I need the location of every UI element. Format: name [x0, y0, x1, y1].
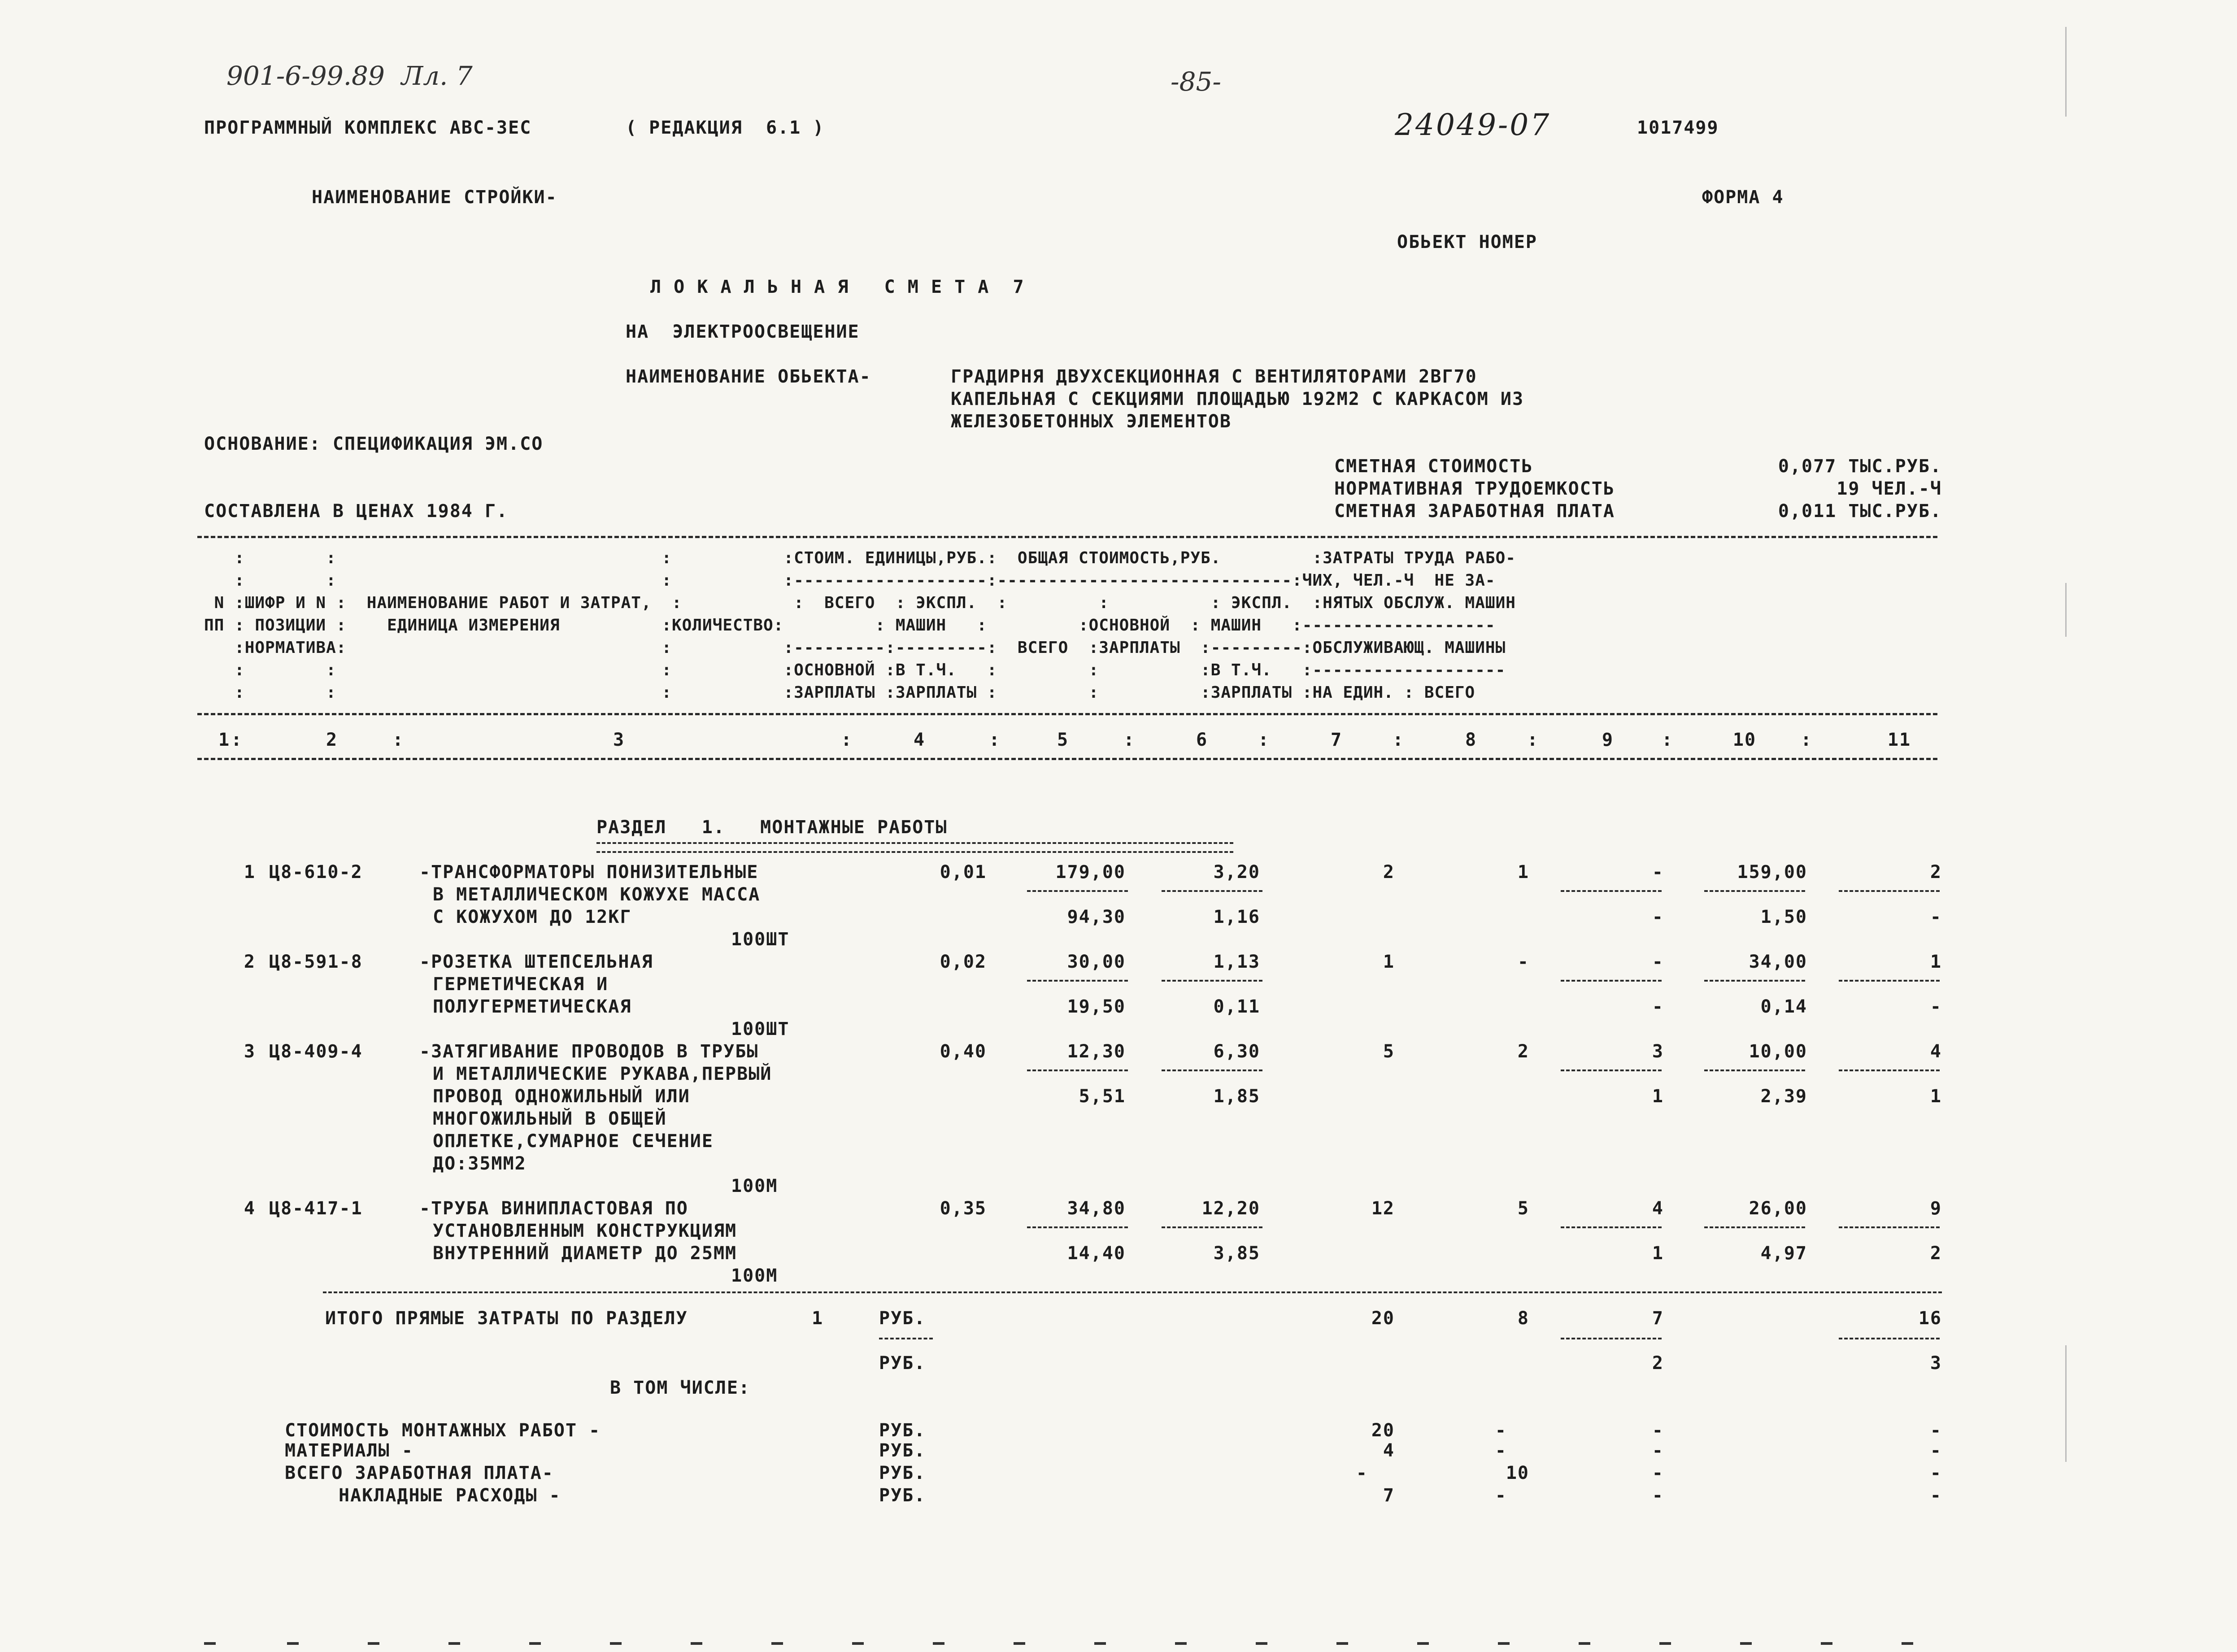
machine-wages: 1 — [1652, 1086, 1664, 1107]
sub-rule — [1027, 890, 1128, 892]
total-base-wages: 8 — [1517, 1308, 1529, 1329]
sub-rule — [1027, 1069, 1128, 1071]
unit-cost-machines: 3,20 — [1213, 862, 1260, 883]
table-header-line: N :ШИФР И N : НАИМЕНОВАНИЕ РАБОТ И ЗАТРАТ, : : ВСЕГО : ЭКСПЛ. : : : ЭКСПЛ. :НЯТЫХ ОБСЛУЖ. МАШИН — [204, 594, 1516, 612]
work-description-line: ГЕРМЕТИЧЕСКАЯ И — [433, 974, 609, 995]
column-number: 1 — [218, 730, 231, 750]
work-description-line: ВНУТРЕННИЙ ДИАМЕТР ДО 25ММ — [433, 1243, 737, 1264]
base-wages: - — [1517, 952, 1529, 972]
breakdown-label: НАКЛАДНЫЕ РАСХОДЫ - — [339, 1485, 561, 1506]
service-labor-total: - — [1930, 907, 1942, 927]
estimate-subject: НА ЭЛЕКТРООСВЕЩЕНИЕ — [626, 322, 860, 342]
sub-rule — [1839, 1226, 1940, 1228]
labor-per-unit: 34,00 — [1749, 952, 1807, 972]
work-description-line: ОПЛЕТКЕ,СУМАРНОЕ СЕЧЕНИЕ — [433, 1131, 714, 1152]
column-separators: : — [1801, 730, 1813, 750]
summary-label-labor: НОРМАТИВНАЯ ТРУДОЕМКОСТЬ — [1334, 478, 1615, 499]
construction-label: НАИМЕНОВАНИЕ СТРОЙКИ- — [312, 187, 557, 208]
labor-per-unit: 26,00 — [1749, 1198, 1807, 1219]
bdash — [1740, 1642, 1752, 1645]
object-line-3: ЖЕЛЕЗОБЕТОННЫХ ЭЛЕМЕНТОВ — [951, 411, 1232, 432]
work-description-line: В МЕТАЛЛИЧЕСКОМ КОЖУХЕ МАССА — [433, 884, 761, 905]
sub-rule — [1561, 980, 1662, 982]
sub-rule — [1561, 1069, 1662, 1071]
work-description-line: МНОГОЖИЛЬНЫЙ В ОБЩЕЙ — [433, 1109, 667, 1129]
machine-operation: - — [1652, 952, 1664, 972]
breakdown-machines: - — [1652, 1463, 1664, 1483]
total-labor: 16 — [1918, 1308, 1942, 1329]
bdash — [287, 1642, 299, 1645]
bdash — [1417, 1642, 1429, 1645]
table-header-line: : : : :-------------------:-----------------------------:ЧИХ, ЧЕЛ.-Ч НЕ ЗА- — [204, 571, 1496, 590]
work-description-line: -ТРУБА ВИНИПЛАСТОВАЯ ПО — [419, 1198, 688, 1219]
bdash — [204, 1642, 216, 1645]
summary-label-wages: СМЕТНАЯ ЗАРАБОТНАЯ ПЛАТА — [1334, 501, 1615, 522]
object-label: НАИМЕНОВАНИЕ ОБЬЕКТА- — [626, 366, 871, 387]
column-separators: : — [1393, 730, 1405, 750]
total-cost: 1 — [1383, 952, 1395, 972]
row-number: 4 — [244, 1198, 256, 1219]
breakdown-wages: - — [1495, 1485, 1507, 1506]
bdash — [1094, 1642, 1106, 1645]
bdash — [1175, 1642, 1187, 1645]
work-description-line: ПОЛУГЕРМЕТИЧЕСКАЯ — [433, 996, 632, 1017]
unit-cost-machines: 6,30 — [1213, 1041, 1260, 1062]
column-number: 9 — [1602, 730, 1614, 750]
column-number: 8 — [1465, 730, 1477, 750]
service-labor-per-unit: 2,39 — [1760, 1086, 1807, 1107]
work-description-line: ДО:35ММ2 — [433, 1153, 527, 1174]
scan-edge-mark — [2065, 27, 2067, 117]
breakdown-labor: - — [1930, 1420, 1942, 1441]
norm-code: Ц8-610-2 — [269, 862, 363, 883]
sub-rule — [1162, 1069, 1262, 1071]
basis: ОСНОВАНИЕ: СПЕЦИФИКАЦИЯ ЭМ.СО — [204, 434, 544, 454]
sub-rule — [1839, 1338, 1940, 1339]
unit-cost-machines: 1,13 — [1213, 952, 1260, 972]
labor-total: 1 — [1930, 952, 1942, 972]
bdash — [691, 1642, 702, 1645]
summary-value-cost: 0,077 ТЫС.РУБ. — [1778, 456, 1942, 477]
bdash — [852, 1642, 864, 1645]
bdash — [1014, 1642, 1025, 1645]
breakdown-label: ВСЕГО ЗАРАБОТНАЯ ПЛАТА- — [285, 1463, 554, 1483]
column-separators: : — [1527, 730, 1539, 750]
breakdown-machines: - — [1652, 1420, 1664, 1441]
section-title: РАЗДЕЛ 1. МОНТАЖНЫЕ РАБОТЫ — [596, 817, 948, 838]
norm-code: Ц8-591-8 — [269, 952, 363, 972]
sub-rule — [1704, 1226, 1805, 1228]
sub-rule — [1704, 1069, 1805, 1071]
handwritten-archive-number: 24049-07 — [1395, 108, 1551, 142]
summary-value-labor: 19 ЧЕЛ.-Ч — [1837, 478, 1942, 499]
bdash — [1821, 1642, 1832, 1645]
service-labor-total: 2 — [1930, 1243, 1942, 1264]
bdash — [610, 1642, 622, 1645]
total-cost: 2 — [1383, 862, 1395, 883]
column-number: 7 — [1330, 730, 1343, 750]
handwritten-page-number: -85- — [1171, 66, 1221, 97]
including-label: В ТОМ ЧИСЛЕ: — [610, 1378, 750, 1398]
norm-code: Ц8-409-4 — [269, 1041, 363, 1062]
sub-rule — [1561, 890, 1662, 892]
machine-operation: 4 — [1652, 1198, 1664, 1219]
program-name: ПРОГРАММНЫЙ КОМПЛЕКС АВС-3ЕС — [204, 117, 532, 138]
handwritten-doc-reference: 901-6-99.89 Лл. 7 — [226, 61, 473, 91]
unit-cost-total: 34,80 — [1067, 1198, 1126, 1219]
sub-rule — [1839, 890, 1940, 892]
norm-code: Ц8-417-1 — [269, 1198, 363, 1219]
labor-per-unit: 159,00 — [1737, 862, 1807, 883]
base-wages: 1 — [1517, 862, 1529, 883]
breakdown-machines: - — [1652, 1485, 1664, 1506]
breakdown-machines: - — [1652, 1440, 1664, 1461]
unit-cost-total: 12,30 — [1067, 1041, 1126, 1062]
breakdown-cost: 4 — [1383, 1440, 1395, 1461]
summary-label-cost: СМЕТНАЯ СТОИМОСТЬ — [1334, 456, 1533, 477]
breakdown-cost: 7 — [1383, 1485, 1395, 1506]
total-label: ИТОГО ПРЯМЫЕ ЗАТРАТЫ ПО РАЗДЕЛУ — [325, 1308, 688, 1329]
unit-cost-total: 179,00 — [1055, 862, 1126, 883]
sub-rule — [1561, 1226, 1662, 1228]
work-description-line: ПРОВОД ОДНОЖИЛЬНЫЙ ИЛИ — [433, 1086, 690, 1107]
unit-base-wages: 14,40 — [1067, 1243, 1126, 1264]
breakdown-unit: РУБ. — [879, 1463, 926, 1483]
machine-operation: - — [1652, 862, 1664, 883]
breakdown-unit: РУБ. — [879, 1485, 926, 1506]
labor-per-unit: 10,00 — [1749, 1041, 1807, 1062]
breakdown-cost: 20 — [1371, 1420, 1395, 1441]
object-number-label: ОБЬЕКТ НОМЕР — [1397, 232, 1537, 252]
sub-rule — [1839, 980, 1940, 982]
unit-machine-wages: 0,11 — [1213, 996, 1260, 1017]
bdash — [933, 1642, 944, 1645]
sub-rule — [1162, 980, 1262, 982]
service-labor-per-unit: 0,14 — [1760, 996, 1807, 1017]
total-cost: 12 — [1371, 1198, 1395, 1219]
machine-wages: 1 — [1652, 1243, 1664, 1264]
sub-rule — [1704, 980, 1805, 982]
breakdown-labor: - — [1930, 1485, 1942, 1506]
labor-total: 2 — [1930, 862, 1942, 883]
column-number: 3 — [613, 730, 625, 750]
column-numbers-bottom-rule — [197, 758, 1937, 762]
unit-base-wages: 94,30 — [1067, 907, 1126, 927]
row-number: 1 — [244, 862, 256, 883]
column-number: 11 — [1887, 730, 1911, 750]
quantity: 0,01 — [940, 862, 987, 883]
breakdown-label: МАТЕРИАЛЫ - — [285, 1440, 413, 1461]
document-code: 1017499 — [1637, 117, 1719, 138]
service-labor-total: 1 — [1930, 1086, 1942, 1107]
breakdown-cost: - — [1356, 1463, 1368, 1483]
unit-base-wages: 19,50 — [1067, 996, 1126, 1017]
bdash — [368, 1642, 379, 1645]
quantity: 0,40 — [940, 1041, 987, 1062]
table-header-line: : : : :ОСНОВНОЙ :В Т.Ч. : : :В Т.Ч. :------------------- — [204, 661, 1506, 679]
unit-of-measure: 100М — [731, 1176, 778, 1196]
quantity: 0,35 — [940, 1198, 987, 1219]
unit-machine-wages: 1,16 — [1213, 907, 1260, 927]
work-description-line: -ТРАНСФОРМАТОРЫ ПОНИЗИТЕЛЬНЫЕ — [419, 862, 759, 883]
unit-of-measure: 100ШТ — [731, 929, 790, 950]
total-section-number: 1 — [812, 1308, 824, 1329]
column-number: 4 — [913, 730, 926, 750]
base-wages: 2 — [1517, 1041, 1529, 1062]
totals-rule — [323, 1291, 1942, 1293]
unit-cost-total: 30,00 — [1067, 952, 1126, 972]
unit-machine-wages: 1,85 — [1213, 1086, 1260, 1107]
work-description-line: -РОЗЕТКА ШТЕПСЕЛЬНАЯ — [419, 952, 653, 972]
bdash — [529, 1642, 541, 1645]
bdash — [1336, 1642, 1348, 1645]
table-header-line: : : : :СТОИМ. ЕДИНИЦЫ,РУБ.: ОБЩАЯ СТОИМОСТЬ,РУБ. :ЗАТРАТЫ ТРУДА РАБО- — [204, 549, 1516, 567]
total-unit-2: РУБ. — [879, 1353, 926, 1374]
scan-edge-mark — [2065, 583, 2067, 637]
breakdown-wages: 10 — [1506, 1463, 1529, 1483]
unit-of-measure: 100М — [731, 1265, 778, 1286]
bdash — [1256, 1642, 1267, 1645]
object-line-2: КАПЕЛЬНАЯ С СЕКЦИЯМИ ПЛОЩАДЬЮ 192М2 С КАРКАСОМ ИЗ — [951, 389, 1524, 409]
service-labor-per-unit: 4,97 — [1760, 1243, 1807, 1264]
total-service-labor: 3 — [1930, 1353, 1942, 1374]
unit-of-measure: 100ШТ — [731, 1019, 790, 1039]
base-wages: 5 — [1517, 1198, 1529, 1219]
machine-wages: - — [1652, 996, 1664, 1017]
column-number: 2 — [326, 730, 338, 750]
column-separators: : — [841, 730, 853, 750]
breakdown-wages: - — [1495, 1440, 1507, 1461]
table-header-line: ПП : ПОЗИЦИИ : ЕДИНИЦА ИЗМЕРЕНИЯ :КОЛИЧЕСТВО: : МАШИН : :ОСНОВНОЙ : МАШИН :------------------- — [204, 616, 1496, 635]
quantity: 0,02 — [940, 952, 987, 972]
total-machine-operation: 7 — [1652, 1308, 1664, 1329]
summary-value-wages: 0,011 ТЫС.РУБ. — [1778, 501, 1942, 522]
labor-total: 4 — [1930, 1041, 1942, 1062]
sub-rule — [1027, 1226, 1128, 1228]
machine-operation: 3 — [1652, 1041, 1664, 1062]
column-separators: : — [231, 730, 243, 750]
work-description-line: С КОЖУХОМ ДО 12КГ — [433, 907, 632, 927]
breakdown-unit: РУБ. — [879, 1420, 926, 1441]
column-number: 6 — [1196, 730, 1208, 750]
unit-cost-machines: 12,20 — [1201, 1198, 1260, 1219]
bdash — [1902, 1642, 1913, 1645]
header-bottom-rule — [197, 713, 1937, 717]
sub-rule — [1027, 980, 1128, 982]
breakdown-unit: РУБ. — [879, 1440, 926, 1461]
price-basis: СОСТАВЛЕНА В ЦЕНАХ 1984 Г. — [204, 501, 509, 522]
breakdown-labor: - — [1930, 1440, 1942, 1461]
form-number: ФОРМА 4 — [1702, 187, 1784, 208]
column-number: 10 — [1732, 730, 1757, 750]
bdash — [1498, 1642, 1510, 1645]
breakdown-label: СТОИМОСТЬ МОНТАЖНЫХ РАБОТ - — [285, 1420, 601, 1441]
unit-machine-wages: 3,85 — [1213, 1243, 1260, 1264]
total-machine-wages: 2 — [1652, 1353, 1664, 1374]
breakdown-labor: - — [1930, 1463, 1942, 1483]
edition: ( РЕДАКЦИЯ 6.1 ) — [626, 117, 825, 138]
sub-rule — [1704, 890, 1805, 892]
sub-rule — [1561, 1338, 1662, 1339]
sub-rule — [1162, 1226, 1262, 1228]
total-cost: 20 — [1371, 1308, 1395, 1329]
sub-rule — [1162, 890, 1262, 892]
service-labor-total: - — [1930, 996, 1942, 1017]
sub-rule — [1839, 1069, 1940, 1071]
column-number: 5 — [1057, 730, 1069, 750]
table-top-rule — [197, 536, 1937, 540]
column-separators: : — [1123, 730, 1136, 750]
labor-total: 9 — [1930, 1198, 1942, 1219]
row-number: 2 — [244, 952, 256, 972]
page-title: Л О К А Л Ь Н А Я С М Е Т А 7 — [650, 277, 1025, 297]
work-description-line: -ЗАТЯГИВАНИЕ ПРОВОДОВ В ТРУБЫ — [419, 1041, 759, 1062]
service-labor-per-unit: 1,50 — [1760, 907, 1807, 927]
object-line-1: ГРАДИРНЯ ДВУХСЕКЦИОННАЯ С ВЕНТИЛЯТОРАМИ 2ВГ70 — [951, 366, 1477, 387]
row-number: 3 — [244, 1041, 256, 1062]
unit-base-wages: 5,51 — [1079, 1086, 1126, 1107]
column-separators: : — [1258, 730, 1270, 750]
column-separators: : — [1662, 730, 1674, 750]
section-underline — [596, 842, 1233, 853]
column-separators: : — [392, 730, 405, 750]
work-description-line: И МЕТАЛЛИЧЕСКИЕ РУКАВА,ПЕРВЫЙ — [433, 1064, 772, 1084]
total-unit: РУБ. — [879, 1308, 926, 1329]
scan-edge-mark — [2065, 1345, 2067, 1462]
bdash — [771, 1642, 783, 1645]
bdash — [448, 1642, 460, 1645]
sub-rule — [879, 1338, 933, 1339]
bdash — [1579, 1642, 1590, 1645]
work-description-line: УСТАНОВЛЕННЫМ КОНСТРУКЦИЯМ — [433, 1221, 737, 1241]
machine-wages: - — [1652, 907, 1664, 927]
table-header-line: : : : :ЗАРПЛАТЫ :ЗАРПЛАТЫ : : :ЗАРПЛАТЫ :НА ЕДИН. : ВСЕГО — [204, 683, 1475, 702]
bdash — [1659, 1642, 1671, 1645]
breakdown-wages: - — [1495, 1420, 1507, 1441]
total-cost: 5 — [1383, 1041, 1395, 1062]
column-separators: : — [989, 730, 1001, 750]
table-header-line: :НОРМАТИВА: : :---------:---------: ВСЕГО :ЗАРПЛАТЫ :---------:ОБСЛУЖИВАЮЩ. МАШИНЫ — [204, 639, 1506, 657]
